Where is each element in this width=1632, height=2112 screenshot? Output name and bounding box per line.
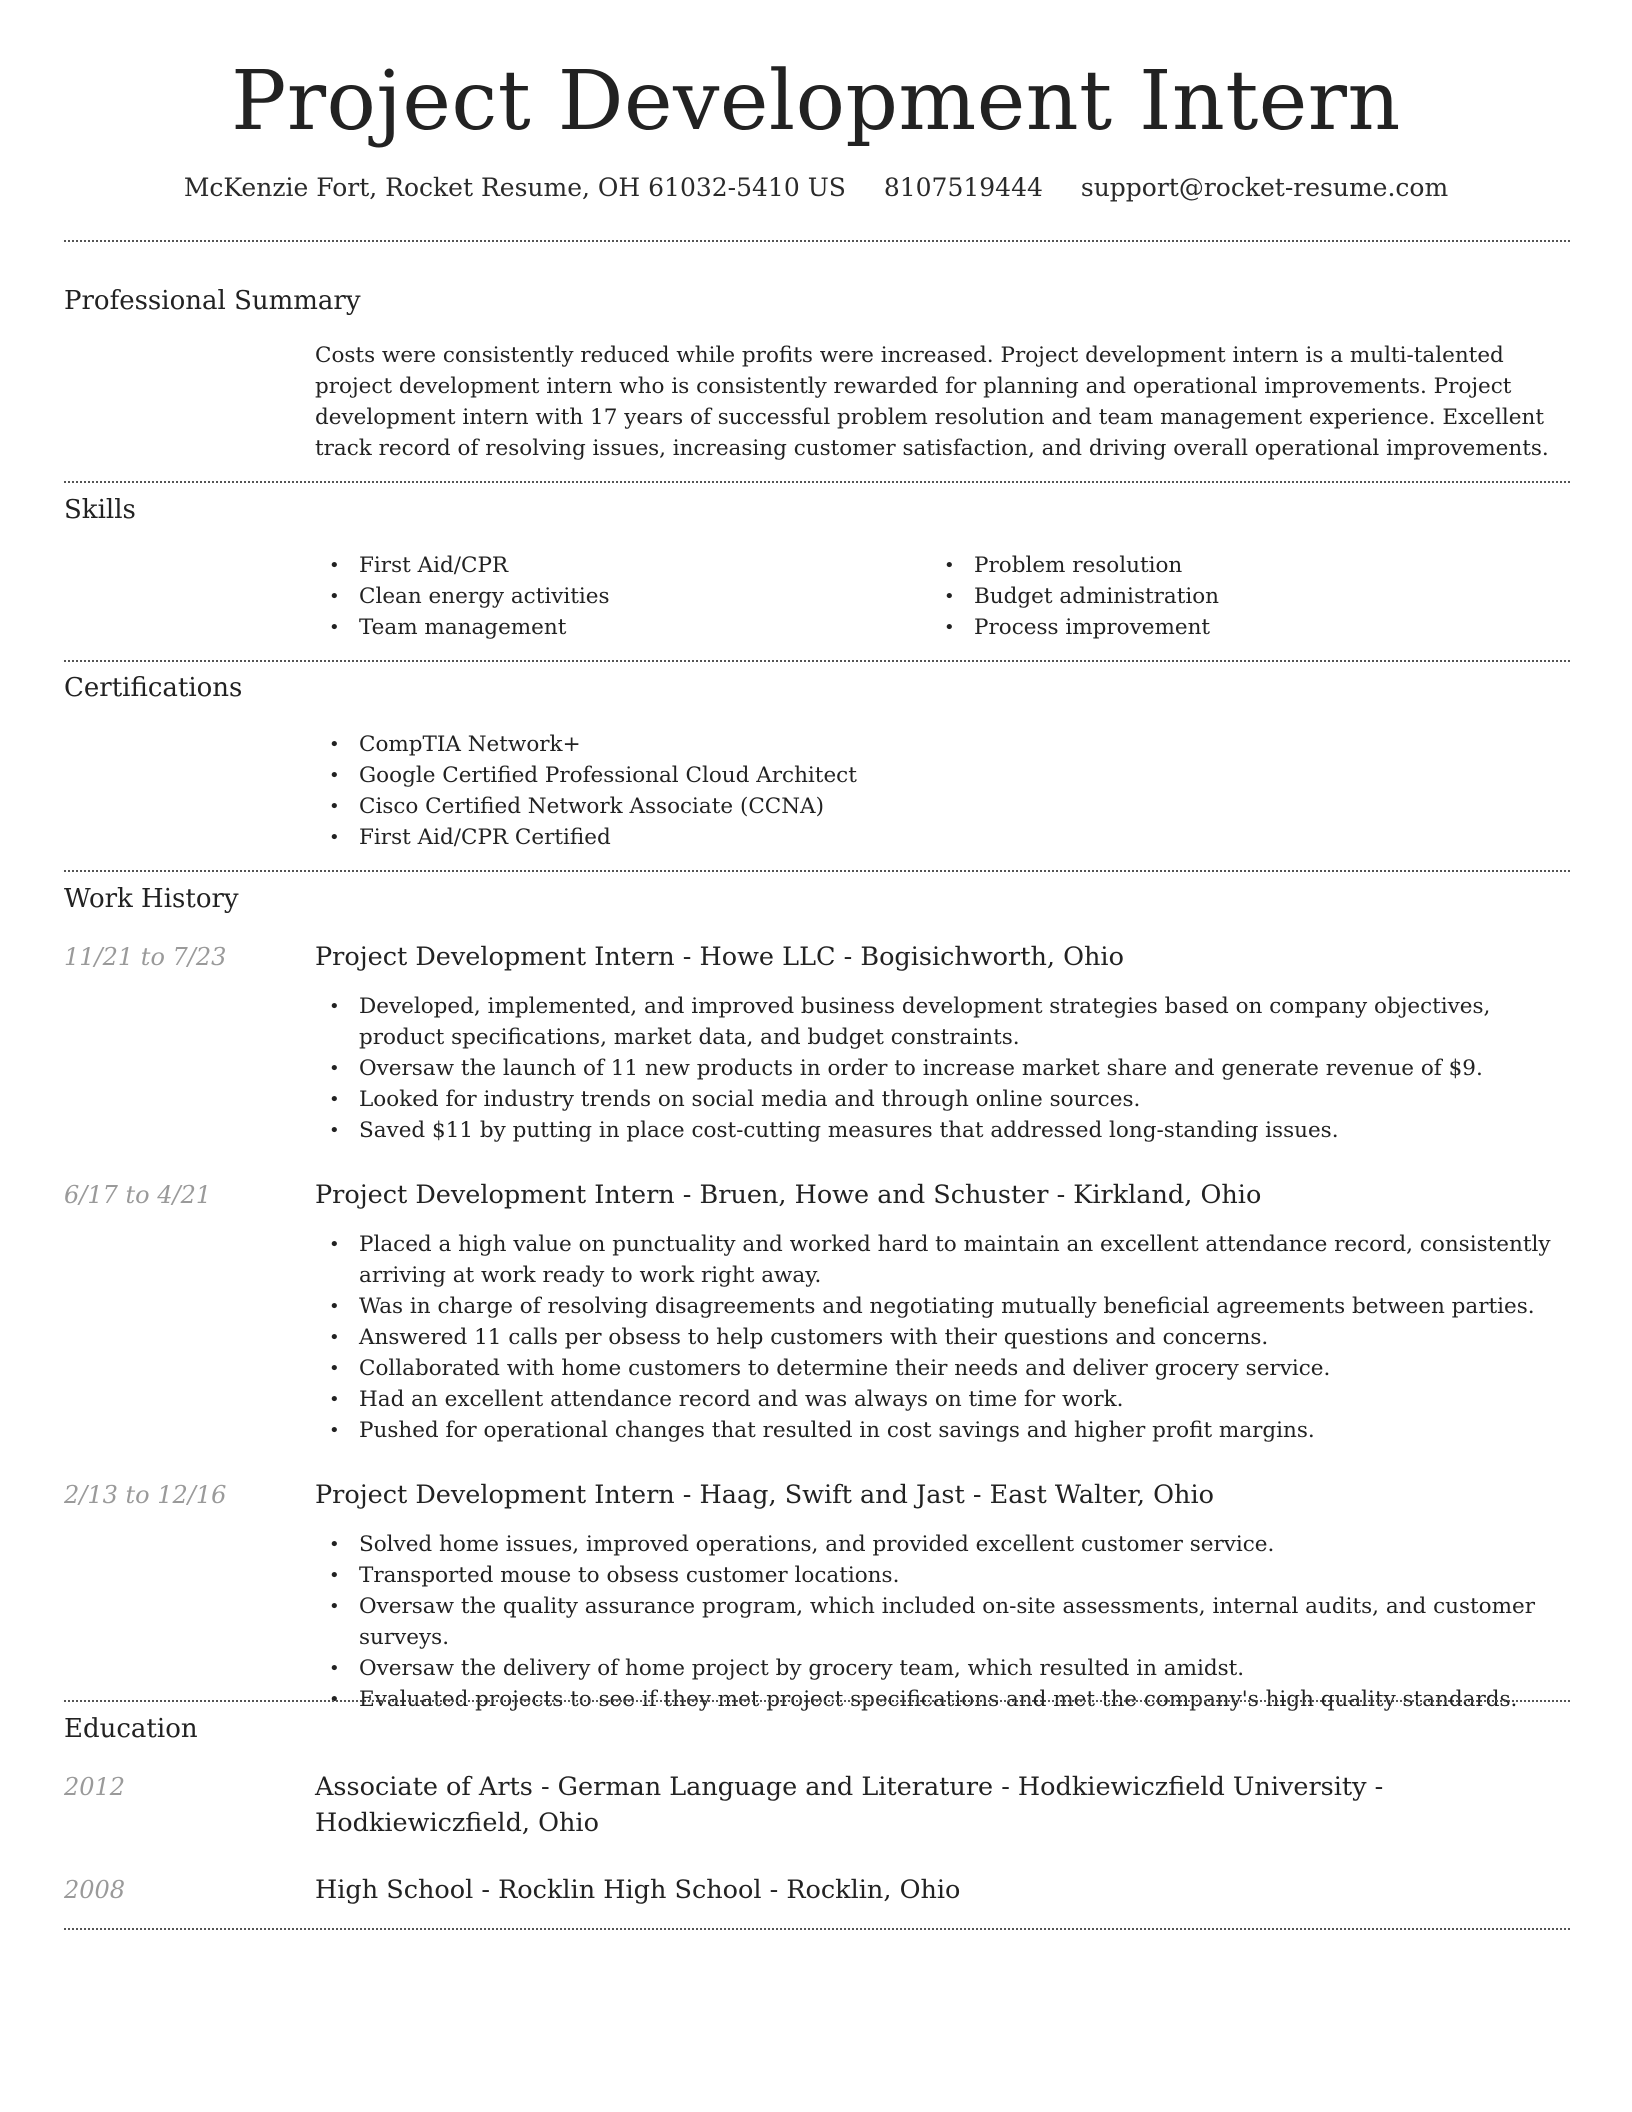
skill-item: • Problem resolution	[930, 550, 1530, 581]
job-title: Project Development Intern - Bruen, Howe and Schuster - Kirkland, Ohio	[315, 1180, 1262, 1210]
section-title-work-history: Work History	[64, 884, 239, 914]
section-title-skills: Skills	[64, 495, 136, 525]
resume-name: Project Development Intern	[231, 54, 1401, 149]
certification-item: • Cisco Certified Network Associate (CCNA)	[315, 791, 1565, 822]
certification-item: • Google Certified Professional Cloud Architect	[315, 760, 1565, 791]
job-bullet: • Transported mouse to obsess customer locations.	[315, 1560, 1565, 1591]
divider	[64, 240, 1570, 242]
skill-item: • First Aid/CPR	[315, 550, 915, 581]
skill-item: • Process improvement	[930, 612, 1530, 643]
job-bullet: • Saved $11 by putting in place cost-cutting measures that addressed long-standing issues.	[315, 1115, 1565, 1146]
job-bullets	[315, 991, 1565, 1146]
certification-item: • First Aid/CPR Certified	[315, 822, 1565, 853]
job-bullet: • Oversaw the launch of 11 new products in order to increase market share and generate revenue of $9.	[315, 1053, 1565, 1084]
job-bullet: • Had an excellent attendance record and was always on time for work.	[315, 1384, 1565, 1415]
section-title-education: Education	[64, 1714, 198, 1744]
divider	[64, 481, 1570, 483]
education-year: 2012	[64, 1773, 126, 1801]
job-bullet: • Collaborated with home customers to determine their needs and deliver grocery service.	[315, 1353, 1565, 1384]
job-dates: 6/17 to 4/21	[64, 1181, 212, 1209]
education-entry: Associate of Arts - German Language and Literature - Hodkiewiczfield University - Hodkiewiczfield, Ohio	[315, 1772, 1384, 1838]
job-bullet: • Oversaw the quality assurance program, which included on-site assessments, internal audits, and customer surveys.	[315, 1591, 1565, 1653]
job-bullets	[315, 1229, 1565, 1446]
divider	[64, 1928, 1570, 1930]
skills-list-left	[315, 550, 915, 643]
divider	[64, 870, 1570, 872]
job-bullet: • Answered 11 calls per obsess to help customers with their questions and concerns.	[315, 1322, 1565, 1353]
summary-text: Costs were consistently reduced while profits were increased. Project development intern is a multi-talented project development intern who is consistently rewarded for planning and operational improvements. Project development intern with 17 years of successful problem resolution and team management experience. Excellent track record of resolving issues, increasing customer satisfaction, and driving overall operational improvements.	[315, 343, 1549, 461]
job-dates: 2/13 to 12/16	[64, 1481, 227, 1509]
contact-line	[0, 170, 1632, 206]
section-title-certifications: Certifications	[64, 673, 243, 703]
skills-list-right	[930, 550, 1530, 643]
job-bullet: • Oversaw the delivery of home project by grocery team, which resulted in amidst.	[315, 1653, 1565, 1684]
job-bullet: • Pushed for operational changes that resulted in cost savings and higher profit margins.	[315, 1415, 1565, 1446]
skill-item: • Budget administration	[930, 581, 1530, 612]
job-bullet: • Evaluated projects to see if they met project specifications and met the company's high quality standards.	[315, 1684, 1565, 1715]
skill-item: • Clean energy activities	[315, 581, 915, 612]
job-bullet: • Solved home issues, improved operations, and provided excellent customer service.	[315, 1529, 1565, 1560]
divider	[64, 1700, 1570, 1702]
certification-item: • CompTIA Network+	[315, 729, 1565, 760]
job-dates: 11/21 to 7/23	[64, 943, 227, 971]
job-bullet: • Placed a high value on punctuality and worked hard to maintain an excellent attendance record, consistently arriving at work ready to work right away.	[315, 1229, 1565, 1291]
education-entry: High School - Rocklin High School - Rocklin, Ohio	[315, 1875, 961, 1905]
contact-phone: 8107519444	[883, 173, 1043, 202]
divider	[64, 660, 1570, 662]
job-bullets	[315, 1529, 1565, 1715]
contact-email: support@rocket-resume.com	[1080, 173, 1449, 202]
skill-item: • Team management	[315, 612, 915, 643]
education-year: 2008	[64, 1876, 126, 1904]
job-title: Project Development Intern - Howe LLC - Bogisichworth, Ohio	[315, 942, 1124, 972]
job-bullet: • Was in charge of resolving disagreements and negotiating mutually beneficial agreements between parties.	[315, 1291, 1565, 1322]
section-title-summary: Professional Summary	[64, 286, 361, 316]
job-bullet: • Looked for industry trends on social media and through online sources.	[315, 1084, 1565, 1115]
certifications-list	[315, 729, 1565, 853]
contact-address: McKenzie Fort, Rocket Resume, OH 61032-5410 US	[183, 173, 846, 202]
job-title: Project Development Intern - Haag, Swift and Jast - East Walter, Ohio	[315, 1480, 1214, 1510]
job-bullet: • Developed, implemented, and improved business development strategies based on company objectives, product specifications, market data, and budget constraints.	[315, 991, 1565, 1053]
